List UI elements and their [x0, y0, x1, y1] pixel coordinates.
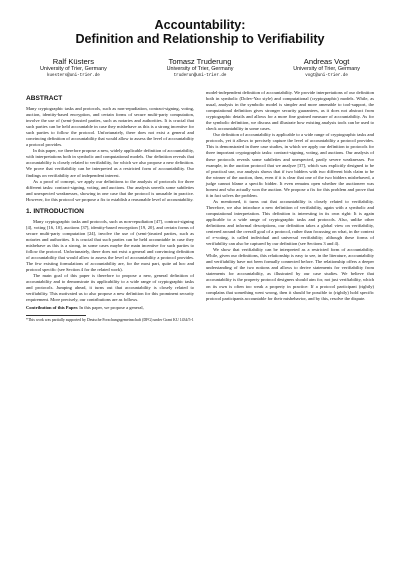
two-column-body: [26, 90, 374, 323]
body-paragraph: model-independent definition of accountability. We provide interpretations of our definition both in symbolic (Dolev-Yao style) and computational (cryptographic) models. While, as usual, analysis in the symbolic model is simpler and more amenable to tool-support, the computational definition gives stronger security guarantees, as it does not abstract from cryptographic details and allows for a more fine grained measure of accountability. As for the symbolic definition, we discuss and illustrate how existing analysis tools can be used to check accountability in some cases.: [206, 90, 374, 132]
author-name: Tomasz Truderung: [168, 57, 232, 66]
title-line-1: Accountability:: [154, 18, 246, 32]
abstract-heading: ABSTRACT: [26, 95, 63, 102]
introduction-heading: 1. INTRODUCTION: [26, 207, 84, 215]
author-block: [40, 57, 360, 79]
author-email[interactable]: truderun@uni-trier.de: [173, 74, 227, 78]
title-line-2: Definition and Relationship to Verifiability: [75, 32, 325, 46]
intro-paragraph: The main goal of this paper is therefore to propose a new, general definition of accountability and to demonstrate its applicability to a wide range of cryptographic tasks and protocols. Jumping ahead, it turns out that accountability is closely related to verifiability. This motivated us to also propose a new definition for this prominent security requirement. More precisely, our contributions are as follows.: [26, 273, 194, 303]
body-paragraph: We show that verifiability can be interpreted as a restricted form of accountability. While, given our definitions, this relationship is easy to see, in the literature, accountability and verifiability have not been formally connected before. The relationship offers a deeper understanding of the two notions and allows to derive statements for verifiability from statements for accountability, as illustrated by our case studies. We believe that accountability is the property protocol designers should aim for, not just verifiability, which on its own is often too weak a property in practice: If a protocol participant (rightly) complains that something went wrong, then it should be possible to (rightly) hold specific protocol participants accountable for their misbehavior, and by this, resolve the dispute.: [206, 247, 374, 301]
body-paragraph: Our definition of accountability is applicable to a wide range of cryptographic tasks and protocols, yet it allows to precisely capture the level of accountability a protocol provides. This is demonstrated in three case studies, in which we apply our definition to protocols for three important cryptographic tasks: contract-signing, voting, and auctions. Our analysis of these protocols reveals some subtleties and unexpected, partly severe weaknesses. For example, in the auction protocol that we analyze [37], which was explicitly designed to be of practical use, our analysis shows that if two bidders with two different bids claim to be the winner of the auction, then, even if it is clear that one of the two bidders misbehaved, a judge cannot blame a specific bidder. It even remains open whether the auctioneer was honest and who actually won the auction. We propose a fix for this problem and prove that it in fact solves the problem.: [206, 132, 374, 198]
author-affiliation: University of Trier, Germany: [40, 66, 107, 72]
author-affiliation: University of Trier, Germany: [166, 66, 234, 72]
author-name: Ralf Küsters: [52, 57, 95, 66]
author-email[interactable]: vogt@uni-trier.de: [305, 74, 348, 78]
contribution-label: Contribution of this Paper.: [26, 305, 79, 311]
footnote-rule: [26, 315, 86, 316]
author-email[interactable]: kuesters@uni-trier.de: [47, 74, 100, 78]
abstract-paragraph: In this paper, we therefore propose a new, widely applicable definition of accountability, with interpretations both in symbolic and computational models. Our definition reveals that accountability is closely related to verifiability, for which we also propose a new definition. We prove that verifiability can be interpreted as a restricted form of accountability. Our findings on verifiability are of independent interest.: [26, 148, 194, 178]
left-column: [26, 90, 194, 323]
author-name: Andreas Vogt: [303, 57, 350, 66]
author-affiliation: University of Trier, Germany: [293, 66, 360, 72]
paper-title: [26, 18, 374, 46]
contribution-text: In this paper, we propose a general,: [78, 305, 144, 311]
author-1: [40, 57, 107, 79]
right-column: [206, 90, 374, 323]
body-paragraph: As mentioned, it turns out that accountability is closely related to verifiability. Therefore, we also introduce a new definition of verifiability, again with a symbolic and computational interpretation. This definition is interesting in its own right: It is again applicable to a wide range of cryptographic tasks and protocols. Also, unlike other definitions and informal descriptions, our definition takes a global view on verifiability, centered around the overall goal of a protocol, rather than focussing on what, in the context of e-voting, is called individual and universal verifiability; although these forms of verifiability can also be captured by our definition (see Sections 3 and 4).: [206, 198, 374, 247]
contribution-paragraph: [26, 305, 194, 311]
footnote: *This work was partially supported by Deutsche Forschungsgemeinschaft (DFG) under Grant KU 1434/5-1: [26, 318, 194, 323]
abstract-paragraph: As a proof of concept, we apply our definitions to the analysis of protocols for three different tasks: contract-signing, voting, and auctions. Our analysis unveils some subtleties and unexpected weaknesses, showing in one case that the protocol is unusable in practice. However, for this protocol we propose a fix to establish a reasonable level of accountability.: [26, 178, 194, 202]
author-3: [293, 57, 360, 79]
intro-paragraph: Many cryptographic tasks and protocols, such as non-repudiation [47], contract-signing [4], voting [16, 10], auctions [37], identity-based encryption [19, 20], and certain forms of secure multi-party computation [24], involve the use of (semi-)trusted parties, such as notaries and authorities. It is crucial that such parties can be held accountable in case they misbehave as this is a strong, in some cases maybe the main incentive for such parties to follow the protocol. Unfortunately, there does not exist a general and convincing definition of accountability that would allow to assess the level of accountability a protocol provides. The few existing formulations of accountability are, for the most part, quite ad hoc and protocol specific (see Section 4 for the related work).: [26, 218, 194, 273]
abstract-paragraph: Many cryptographic tasks and protocols, such as non-repudiation, contract-signing, voting, auction, identity-based encryption, and certain forms of secure multi-party computation, involve the use of (semi-)trusted parties, such as notaries and authorities. It is crucial that such parties can be held accountable in case they misbehave as this is a strong incentive for such parties to follow the protocol. Unfortunately, there does not exist a general and convincing definition of accountability that would allow to assess the level of accountability a protocol provides.: [26, 106, 194, 148]
author-2: [167, 57, 234, 79]
